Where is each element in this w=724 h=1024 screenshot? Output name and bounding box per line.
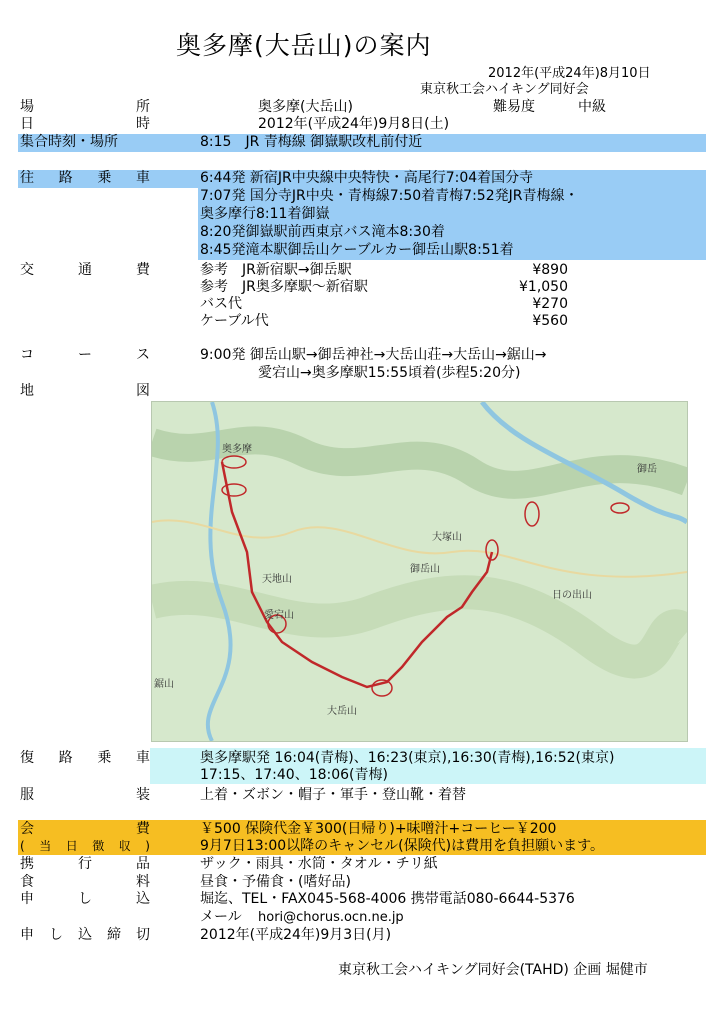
label-outbound: 往 路 乗 車 xyxy=(20,170,150,186)
footer-credit: 東京秋工会ハイキング同好会(TAHD) 企画 堀健市 xyxy=(338,962,648,978)
label-day: 日 時 xyxy=(20,116,150,132)
label-apply: 申 し 込 xyxy=(20,891,150,907)
map-label: 奥多摩 xyxy=(222,444,252,455)
map-label: 大岳山 xyxy=(327,706,357,717)
fare-price: ¥1,050 xyxy=(519,279,568,295)
fare-name: バス代 xyxy=(200,296,242,312)
clothes-value: 上着・ズボン・帽子・軍手・登山靴・着替 xyxy=(200,787,466,803)
carry-value: ザック・雨具・水筒・タオル・チリ紙 xyxy=(200,856,438,872)
label-clothes: 服 装 xyxy=(20,787,150,803)
map-label: 日の出山 xyxy=(552,590,592,601)
issue-date: 2012年(平成24年)8月10日 xyxy=(488,66,651,81)
organization: 東京秋工会ハイキング同好会 xyxy=(420,82,589,97)
map-label: 天地山 xyxy=(262,574,292,585)
course-line: 愛宕山→奥多摩駅15:55頃着(歩程5:20分) xyxy=(258,365,521,381)
return-line: 17:15、17:40、18:06(青梅) xyxy=(200,767,388,783)
label-food: 食 料 xyxy=(20,874,150,890)
outbound-line: 6:44発 新宿JR中央線中央特快・高尾行7:04着国分寺 xyxy=(200,170,534,186)
course-line: 9:00発 御岳山駅→御岳神社→大岳山荘→大岳山→鋸山→ xyxy=(200,347,547,363)
fee-value: ￥500 保険代金￥300(日帰り)+味噌汁+コーヒー￥200 xyxy=(200,821,557,837)
label-map: 地 図 xyxy=(20,383,150,399)
return-line: 奥多摩駅発 16:04(青梅)、16:23(東京),16:30(青梅),16:52(東京) xyxy=(200,750,615,766)
mail-address[interactable]: hori@chorus.ocn.ne.jp xyxy=(258,910,404,925)
fare-price: ¥270 xyxy=(532,296,568,312)
label-carry: 携 行 品 xyxy=(20,856,150,872)
food-value: 昼食・予備食・(嗜好品) xyxy=(200,874,351,890)
page-title: 奥多摩(大岳山)の案内 xyxy=(176,31,432,60)
map-label: 愛宕山 xyxy=(264,610,294,621)
label-deadline: 申 し 込 締 切 xyxy=(20,927,150,943)
fee-note-value: 9月7日13:00以降のキャンセル(保険代)は費用を負担願います。 xyxy=(200,838,604,854)
map-label: 鋸山 xyxy=(154,679,174,690)
route-map-svg xyxy=(152,402,687,741)
difficulty-value: 中級 xyxy=(578,99,606,115)
label-place: 場 所 xyxy=(20,99,150,115)
map-label: 大塚山 xyxy=(432,532,462,543)
meet-value: 8:15 JR 青梅線 御嶽駅改札前付近 xyxy=(200,134,423,150)
fare-name: 参考 JR新宿駅→御岳駅 xyxy=(200,262,352,278)
fare-name: 参考 JR奥多摩駅～新宿駅 xyxy=(200,279,368,295)
outbound-line: 8:45発滝本駅御岳山ケーブルカー御岳山駅8:51着 xyxy=(200,242,514,258)
fare-price: ¥890 xyxy=(532,262,568,278)
map-label: 御岳山 xyxy=(410,564,440,575)
mail-label: メール xyxy=(200,909,242,925)
outbound-line: 7:07発 国分寺JR中央・青梅線7:50着青梅7:52発JR青梅線・ xyxy=(200,188,579,204)
deadline-value: 2012年(平成24年)9月3日(月) xyxy=(200,927,392,943)
label-meet: 集合時刻・場所 xyxy=(20,134,118,150)
label-course: コ ー ス xyxy=(20,347,150,363)
fare-name: ケーブル代 xyxy=(200,313,269,329)
label-return: 復 路 乗 車 xyxy=(20,750,150,766)
map-label: 御岳 xyxy=(637,464,657,475)
difficulty-label: 難易度 xyxy=(493,99,535,115)
apply-value: 堀迄、TEL・FAX045-568-4006 携帯電話080-6644-5376 xyxy=(200,891,575,907)
label-fare: 交 通 費 xyxy=(20,262,150,278)
outbound-line: 8:20発御嶽駅前西東京バス滝本8:30着 xyxy=(200,224,445,240)
label-fee: 会 費 xyxy=(20,821,150,837)
label-fee-note: ( 当 日 徴 収 ) xyxy=(20,839,150,853)
outbound-line: 奥多摩行8:11着御嶽 xyxy=(200,206,330,222)
route-map xyxy=(151,401,688,742)
day-value: 2012年(平成24年)9月8日(土) xyxy=(258,116,450,132)
place-value: 奥多摩(大岳山) xyxy=(258,99,353,115)
fare-price: ¥560 xyxy=(532,313,568,329)
